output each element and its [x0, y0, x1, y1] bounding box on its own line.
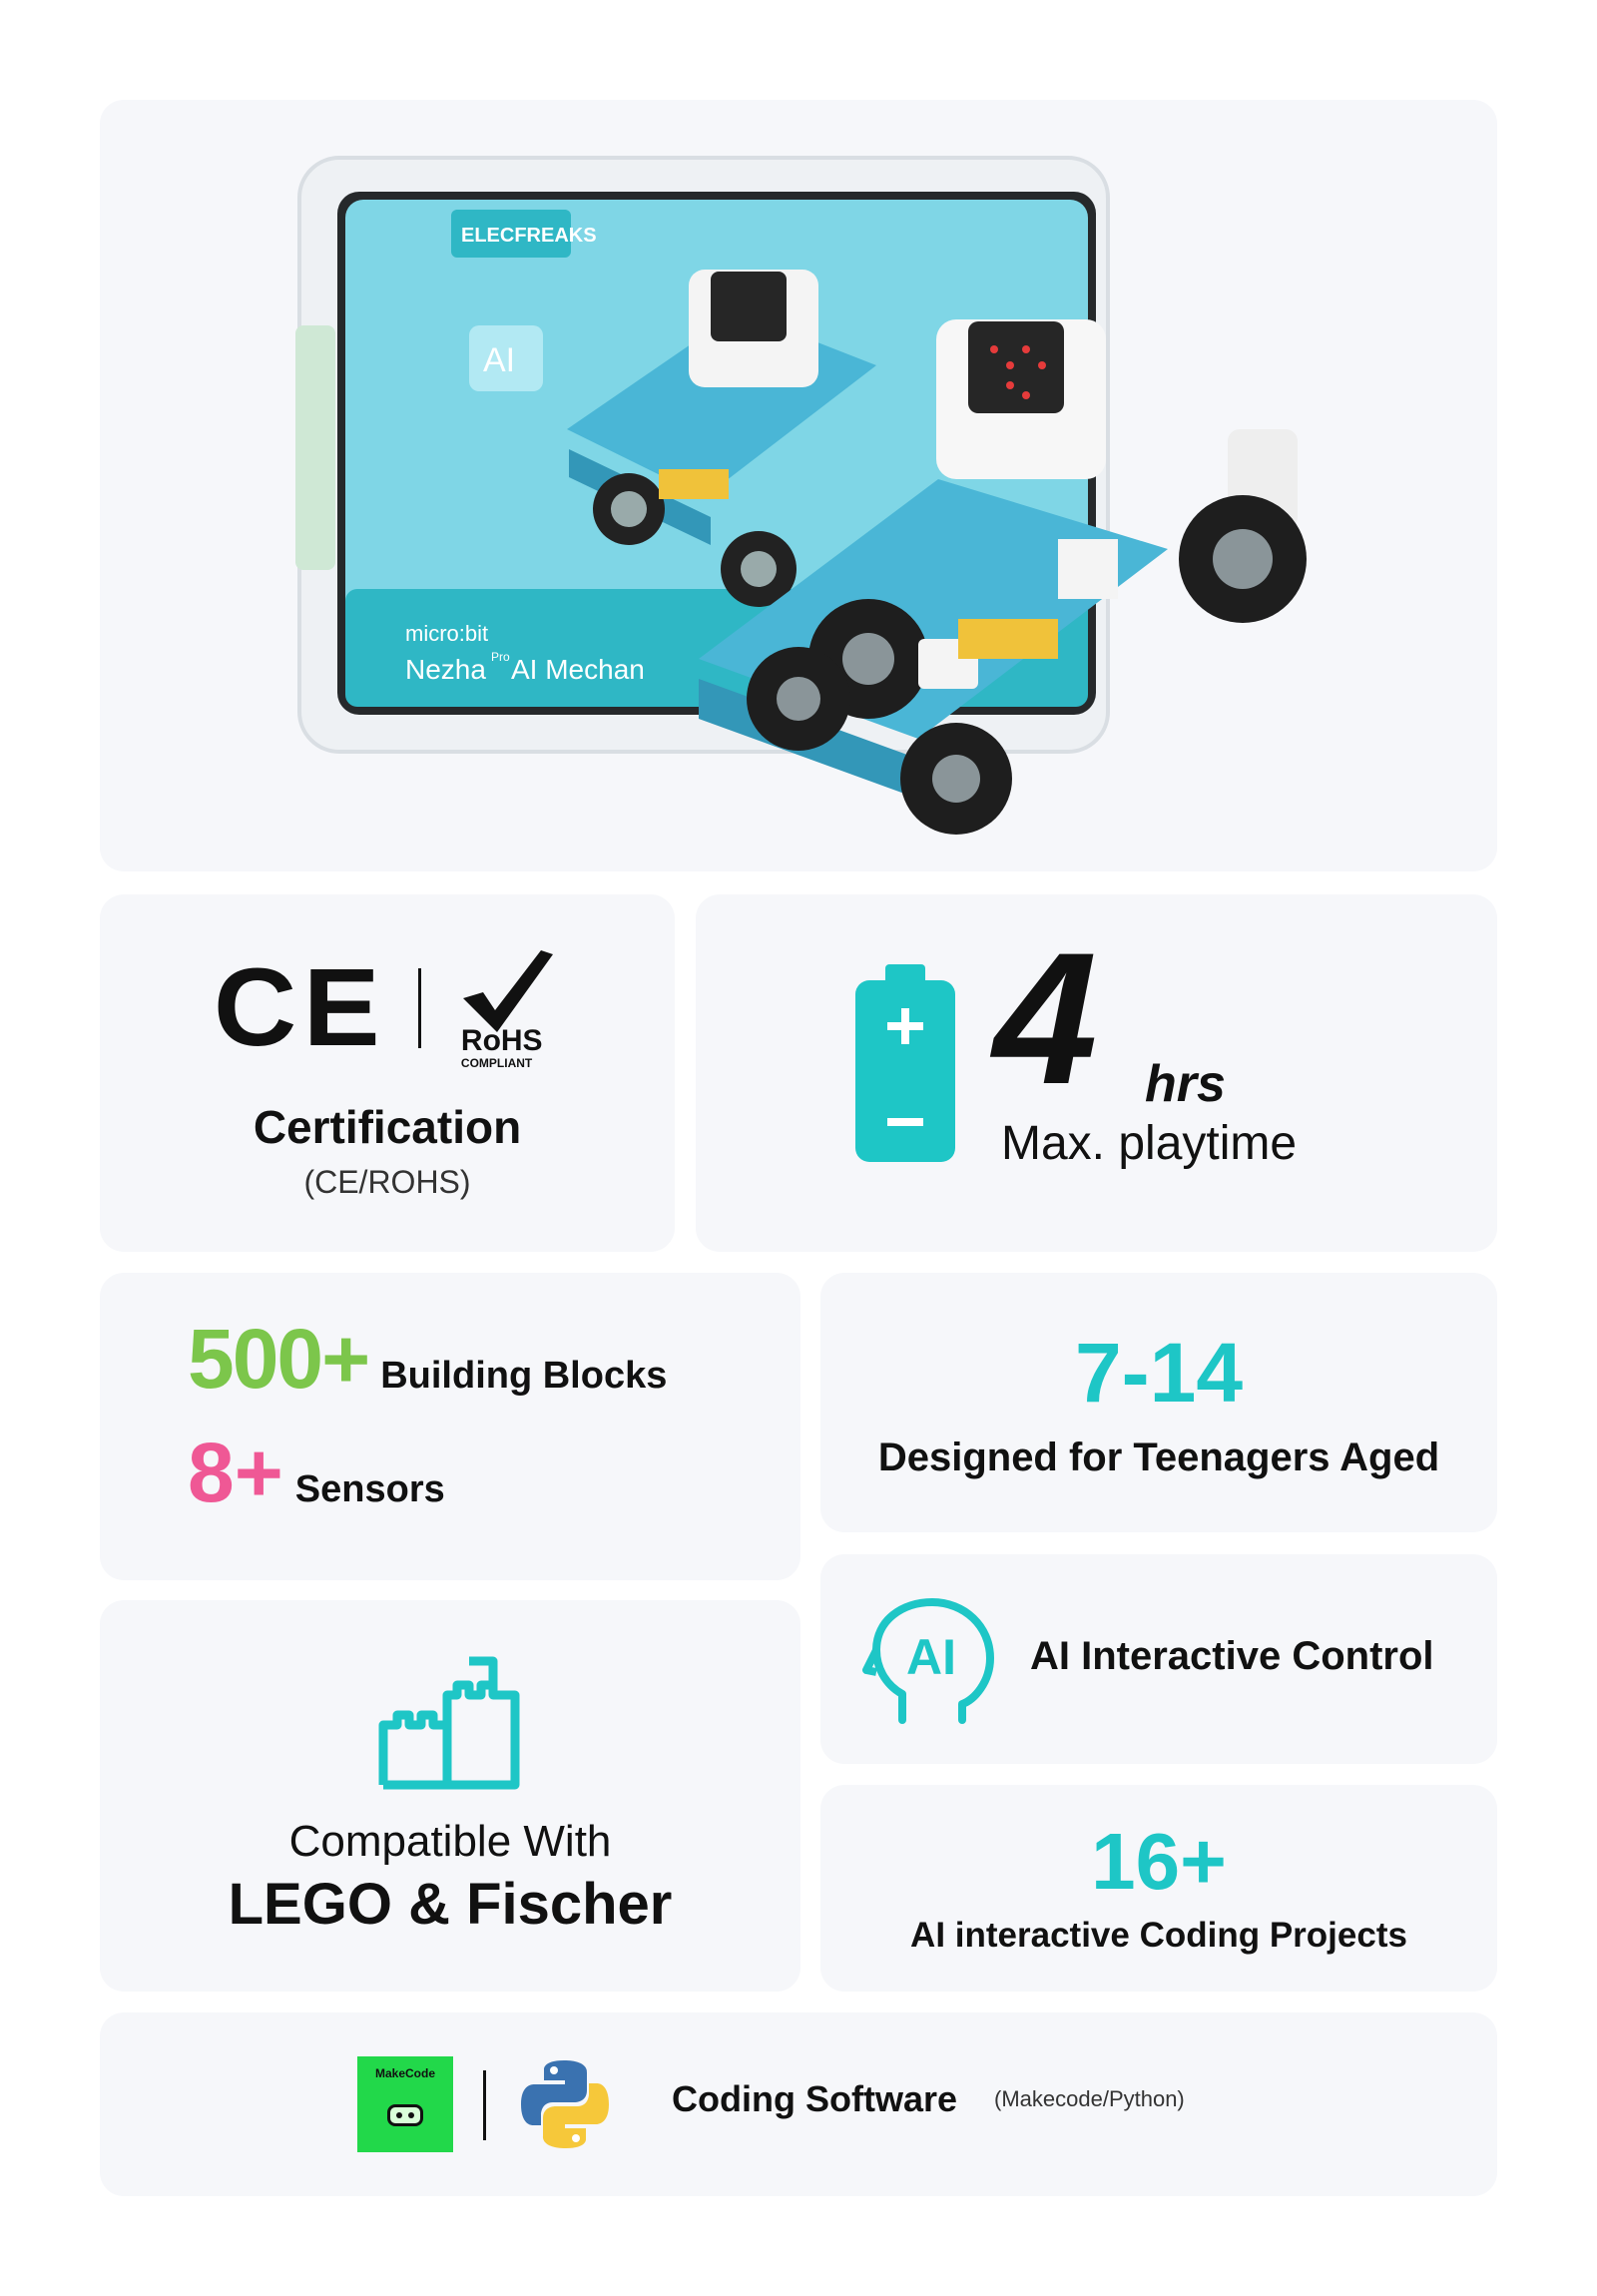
ce-logo: CE: [213, 945, 387, 1069]
battery-icon: [855, 964, 955, 1164]
box-title-line2: Nezha: [405, 654, 486, 685]
rohs-logo: [457, 946, 557, 1070]
box-title-rest: AI Mechan: [511, 654, 645, 685]
playtime-card: [696, 894, 1497, 1252]
product-image: [100, 100, 1497, 871]
components-card: [100, 1273, 800, 1580]
box-title-line1: micro:bit: [405, 621, 489, 646]
projects-count: 16+: [1091, 1816, 1227, 1906]
compatibility-card: [100, 1600, 800, 1992]
compatibility-line2: LEGO & Fischer: [228, 1871, 673, 1937]
coding-software-label: Coding Software: [672, 2078, 957, 2119]
hero-product-card: [100, 100, 1497, 871]
software-card: [100, 2012, 1497, 2196]
checkmark-icon: [457, 946, 557, 1036]
ai-head-icon: [862, 1596, 1002, 1726]
projects-card: [820, 1785, 1497, 1992]
box-title-badge: Pro: [491, 650, 510, 664]
building-blocks-icon: [377, 1655, 523, 1791]
certification-title: Certification: [253, 1100, 522, 1153]
blocks-count: 500+: [188, 1312, 369, 1406]
logo-divider: [418, 968, 421, 1048]
ai-control-card: [820, 1554, 1497, 1764]
python-logo-icon: [517, 2056, 613, 2152]
box-ai-badge: AI: [483, 341, 516, 379]
rohs-text: RoHS: [460, 1023, 543, 1057]
makecode-logo-text: MakeCode: [374, 2066, 436, 2080]
logo-divider: [483, 2070, 486, 2140]
projects-label: AI interactive Coding Projects: [910, 1915, 1407, 1955]
rohs-compliant-text: COMPLIANT: [460, 1055, 533, 1070]
brand-text: ELECFREAKS: [461, 225, 597, 247]
blocks-label: Building Blocks: [380, 1355, 668, 1397]
age-range-value: 7-14: [1074, 1326, 1244, 1420]
makecode-logo: [357, 2056, 453, 2152]
coding-software-sub: (Makecode/Python): [994, 2086, 1185, 2111]
age-range-card: [820, 1273, 1497, 1532]
sensors-count: 8+: [188, 1426, 283, 1519]
compatibility-line1: Compatible With: [288, 1816, 612, 1866]
certification-card: [100, 894, 675, 1252]
ai-icon-text: AI: [906, 1629, 956, 1685]
playtime-value: 4: [993, 913, 1092, 1123]
age-range-label: Designed for Teenagers Aged: [877, 1435, 1440, 1479]
sensors-label: Sensors: [294, 1468, 445, 1510]
microbit-face-icon: [387, 2104, 423, 2126]
certification-subtitle: (CE/ROHS): [303, 1163, 471, 1200]
playtime-label: Max. playtime: [1001, 1117, 1298, 1170]
playtime-unit: hrs: [1145, 1055, 1226, 1113]
ai-control-label: AI Interactive Control: [1030, 1634, 1434, 1678]
